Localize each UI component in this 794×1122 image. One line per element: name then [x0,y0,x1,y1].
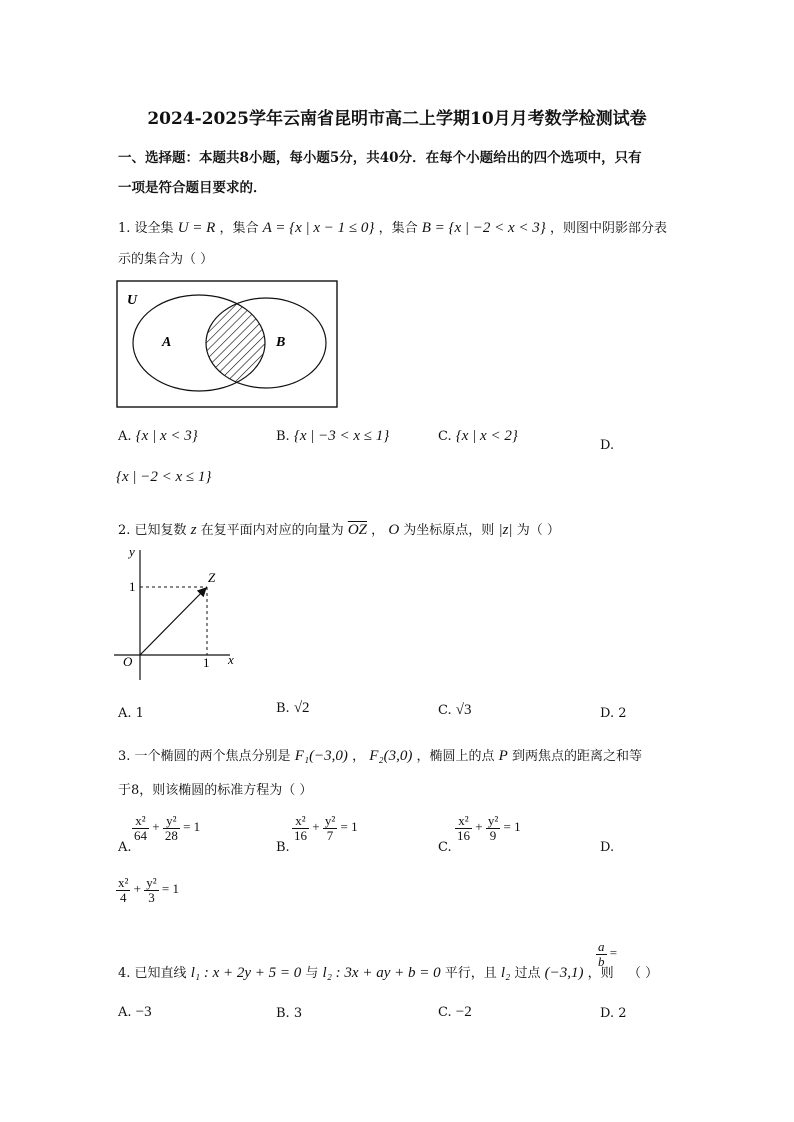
q2-option-c-label: C. [438,703,452,718]
q2-option-d: D. 2 [600,706,627,721]
q2-stem [118,519,560,539]
q2-text-2: 在复平面内对应的向量为 [200,523,344,538]
q1-option-d [116,469,211,486]
q3-math-p: P [498,748,508,764]
q2-option-c [438,702,472,719]
frac-num: a [598,939,605,954]
q1-option-c-label: C. [438,429,452,444]
frac-den: 7 [326,827,334,843]
q1-option-b-math: {x | −3 < x ≤ 1} [293,428,390,444]
q4-option-a-label: A. [118,1005,132,1020]
frac-den: 16 [457,827,470,843]
q1-option-b [276,428,389,445]
frac-num: y² [163,814,180,829]
q3-option-c-formula: $\frac{\text{x²}}{16}$ + $\frac{\text{y²}}{9}$ = 1 [457,813,521,843]
q4-answer-bracket: （ ） [628,966,659,981]
q2-option-b [276,700,310,717]
q4-option-a [118,1004,152,1021]
q3-text-2: ， [352,749,366,764]
frac-num: y² [487,813,499,828]
q3-stem-line1 [118,745,642,765]
q3-option-b-label: B. [276,840,290,855]
q4-option-d: D. 2 [600,1006,627,1021]
q2-math-o: O [388,522,400,538]
venn-label-b: B [276,335,286,350]
frac-den: 4 [119,889,127,905]
q2-option-a: A. 1 [118,706,144,721]
y-tick-1: 1 [129,579,136,594]
venn-diagram [116,280,340,410]
q3-text-3: ，椭圆上的点 [416,749,495,764]
q2-option-c-math: √3 [455,702,472,718]
q1-option-a [118,428,198,445]
equals-one: = 1 [503,819,521,835]
q4-text-4: 过点 [514,966,541,981]
frac-num: x² [455,814,472,829]
q3-option-d-formula: $\frac{\text{x²}}{4}$ + $\frac{\text{y²}}{3}$ = 1 [118,875,179,905]
q4-option-c [438,1004,472,1021]
q2-text-3: ， [371,523,385,538]
equals-one: = 1 [161,881,179,897]
equals-sign: = [609,945,618,961]
y-axis-label: y [129,544,135,559]
origin-label: O [123,654,133,669]
q4-math-l2: l₂ : 3x + ay + b = 0 [322,965,441,981]
q4-option-c-math: −2 [455,1004,472,1020]
q4-text-3: 平行，且 [444,966,497,981]
q2-option-b-label: B. [276,701,290,716]
complex-plane-figure [112,542,242,682]
q1-stem-line1 [118,217,667,237]
q1-text-1: 1. 设全集 [118,221,174,236]
frac-num: x² [118,875,129,890]
q1-text-4: ，则图中阴影部分表 [549,221,667,236]
venn-label-u: U [127,293,138,308]
vector-oz-arrow [140,588,206,655]
q4-stem [118,962,614,982]
q3-option-d-label: D. [600,840,615,855]
frac-den: 3 [148,889,155,905]
q1-option-b-label: B. [276,429,290,444]
frac-num: x² [292,814,309,829]
q1-math-set-a: A = {x | x − 1 ≤ 0} [262,220,375,236]
frac-den: b [598,953,605,969]
q4-text-1: 4. 已知直线 [118,966,187,981]
q4-text-5: ，则 [587,966,614,981]
q4-fraction-a-over-b [596,940,617,968]
x-axis-label: x [228,652,234,667]
q1-text-3: ，集合 [378,221,418,236]
page-title: 2024-2025学年云南省昆明市高二上学期10月月考数学检测试卷 [147,109,647,129]
q4-math-point: (−3,1) [544,965,584,981]
q3-text-4: 到两焦点的距离之和等 [511,749,642,764]
q4-math-l1: l₁ : x + 2y + 5 = 0 [190,965,302,981]
q3-option-a-label: A. [118,840,132,855]
point-z-label: Z [208,570,216,585]
frac-num: x² [132,814,149,829]
q1-text-2: ，集合 [219,221,259,236]
q4-math-l2-ref: l₂ [500,965,511,981]
q4-option-c-label: C. [438,1005,452,1020]
q1-option-d-label: D. [600,438,615,453]
frac-num: y² [146,875,157,890]
q1-option-c-math: {x | x < 2} [455,428,518,444]
q2-math-z: z [190,522,197,538]
q3-option-c-label: C. [438,840,452,855]
frac-den: 64 [134,827,147,843]
q2-option-b-math: √2 [293,700,310,716]
q2-math-abs-z: |z| [498,522,513,538]
frac-num: y² [324,813,336,828]
venn-label-a: A [162,335,172,350]
q1-option-a-math: {x | x < 3} [135,428,198,444]
equals-one: = 1 [340,819,358,835]
q2-text-1: 2. 已知复数 [118,523,187,538]
q1-math-universal: U = R [177,220,216,236]
frac-den: 16 [294,827,307,843]
q3-option-a-formula: $\frac{\text{x²}}{64}$ + $\frac{\text{y²}}{28}$ = 1 [134,813,201,843]
q2-text-4: 为坐标原点，则 [403,523,495,538]
q1-option-c [438,428,518,445]
q4-text-2: 与 [305,966,319,981]
q3-text-1: 3. 一个椭圆的两个焦点分别是 [118,749,291,764]
q3-math-f1: F₁(−3,0) [294,748,348,764]
q1-stem-line2: 示的集合为（ ） [118,252,214,267]
frac-den: 28 [164,827,178,843]
q2-math-vector-oz: $\overline{OZ}$ [347,522,368,538]
section-header-line2: 一项是符合题目要求的． [118,180,267,196]
q3-option-b-formula: $\frac{\text{x²}}{16}$ + $\frac{\text{y²}}{7}$ = 1 [294,813,358,843]
x-tick-1: 1 [203,655,210,670]
frac-den: 9 [489,827,497,843]
q2-text-5: 为（ ） [516,523,560,538]
q4-option-a-math: −3 [135,1004,152,1020]
q3-stem-line2: 于8，则该椭圆的标准方程为（ ） [118,783,313,798]
q1-option-a-label: A. [118,429,132,444]
q1-option-d-math: {x | −2 < x ≤ 1} [116,469,212,485]
q3-math-f2: F₂(3,0) [369,748,413,764]
equals-one: = 1 [183,819,201,835]
q1-math-set-b: B = {x | −2 < x < 3} [421,220,546,236]
section-header-line1: 一、选择题：本题共8小题，每小题5分，共40分．在每个小题给出的四个选项中，只有 [118,150,642,166]
q4-option-b: B. 3 [276,1006,303,1021]
